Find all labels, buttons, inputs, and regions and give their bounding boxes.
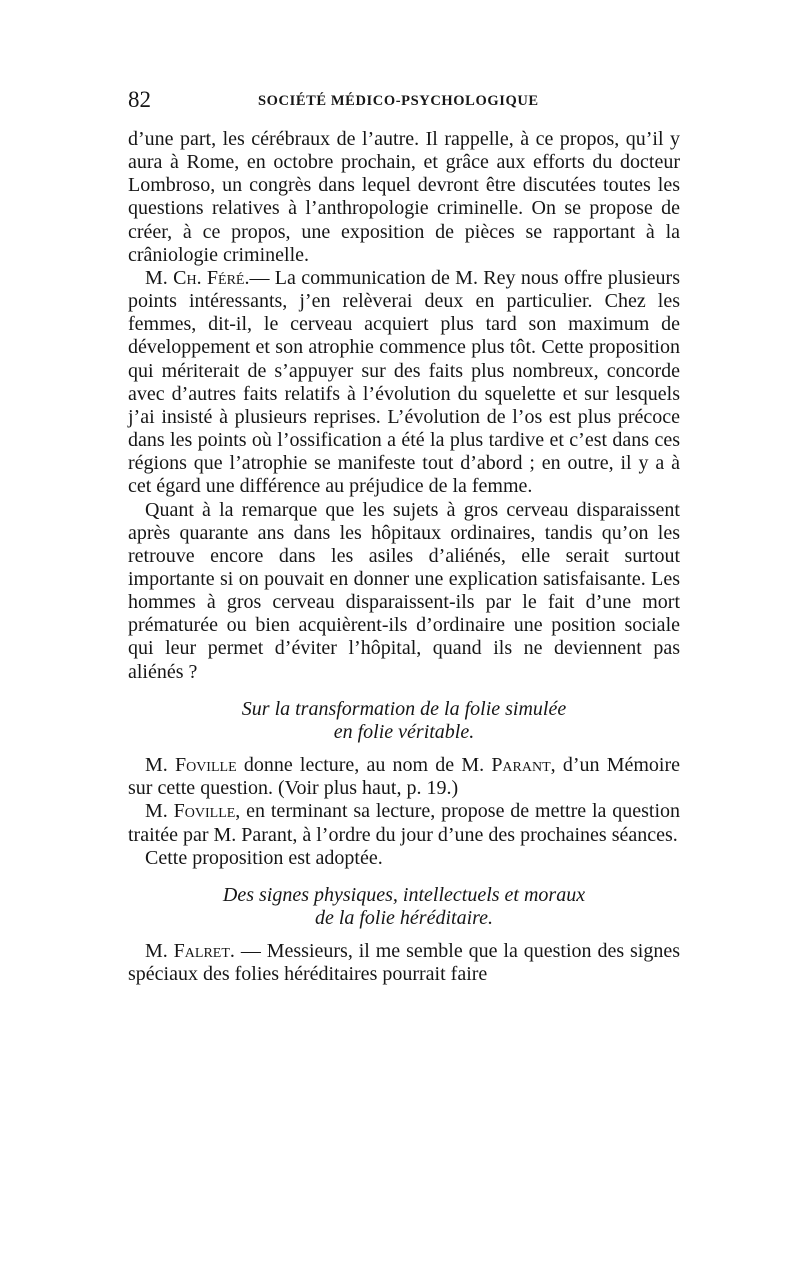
paragraph-foville-2-text: en terminant sa lecture, propose de mettre la question traitée par M. Parant, à l’ordre du jour d’une des prochaines séances. bbox=[128, 800, 681, 846]
speaker-foville-1: M. Foville bbox=[145, 754, 237, 777]
section-heading-1-line-1: Sur la transformation de la folie simulée bbox=[241, 697, 567, 720]
paragraph-falret bbox=[128, 940, 680, 986]
paragraph-continuation: d’une part, les cérébraux de l’autre. Il rappelle, à ce propos, qu’il y aura à Rome, en octobre prochain, et grâce aux efforts du docteur Lombroso, un congrès dans lequel devront être discutées toutes les questions relatives à l’anthropologie criminelle. On se propose de créer, à ce propos, une exposition de pièces se rapportant à la crâniologie criminelle. bbox=[128, 128, 680, 266]
speaker-falret: M. Falret. bbox=[145, 940, 235, 963]
section-heading-2-line-2: de la folie héréditaire. bbox=[314, 907, 494, 929]
speaker-foville-2: M. Foville, bbox=[145, 800, 241, 823]
page-number: 82 bbox=[128, 87, 151, 112]
paragraph-remark: Quant à la remarque que les sujets à gros cerveau disparaissent après quarante ans dans les hôpitaux ordinaires, tandis qu’on les retrouve encore dans les asiles d’aliénés, elle serait surtout importante si on pouvait en donner une explication satisfaisante. Les hommes à gros cerveau disparaissent-ils par le fait d’une mort prématurée ou bien acquièrent-ils d’ordinaire une position sociale qui leur permet d’éviter l’hôpital, quand ils ne deviennent pas aliénés ? bbox=[128, 498, 680, 683]
paragraph-fere bbox=[128, 267, 680, 499]
running-head: SOCIÉTÉ MÉDICO-PSYCHOLOGIQUE bbox=[258, 93, 539, 109]
paragraph-adopted: Cette proposition est adoptée. bbox=[145, 846, 383, 869]
name-parant: Parant, bbox=[491, 754, 556, 777]
speaker-fere: M. Ch. Féré. bbox=[145, 266, 250, 289]
section-heading-1-line-2: en folie véritable. bbox=[333, 720, 475, 743]
page-header bbox=[128, 87, 680, 117]
paragraph-foville-2 bbox=[128, 800, 680, 846]
paragraph-foville-1 bbox=[128, 754, 680, 800]
paragraph-fere-text: — La communication de M. Rey nous offre plusieurs points intéressants, j’en relèverai deux en particulier. Chez les femmes, dit-il, le cerveau acquiert plus tard son maximum de développement et son atrophie commence plus tôt. Cette proposition qui mériterait de s’appuyer sur des faits plus nombreux, concorde avec d’autres faits relatifs à l’évolution du squelette et sur lesquels j’ai insisté à plusieurs reprises. L’évolution de l’os est plus précoce dans les points où l’ossification a été la plus tardive et c’est dans ces régions que l’atrophie se manifeste tout d’abord ; en outre, il y a à cet égard une différence au préjudice de la femme. bbox=[128, 266, 680, 498]
section-heading-2-line-1: Des signes physiques, intellectuels et moraux bbox=[222, 883, 586, 906]
paragraph-foville-1-rest: d’un Mémoire sur cette question. (Voir plus haut, p. 19.) bbox=[128, 754, 680, 800]
body-text bbox=[128, 128, 680, 986]
paragraph-falret-text: — Messieurs, il me semble que la question des signes spéciaux des folies héréditaires pourrait faire bbox=[128, 940, 681, 986]
paragraph-foville-1-text: donne lecture, au nom de M. bbox=[243, 754, 485, 777]
